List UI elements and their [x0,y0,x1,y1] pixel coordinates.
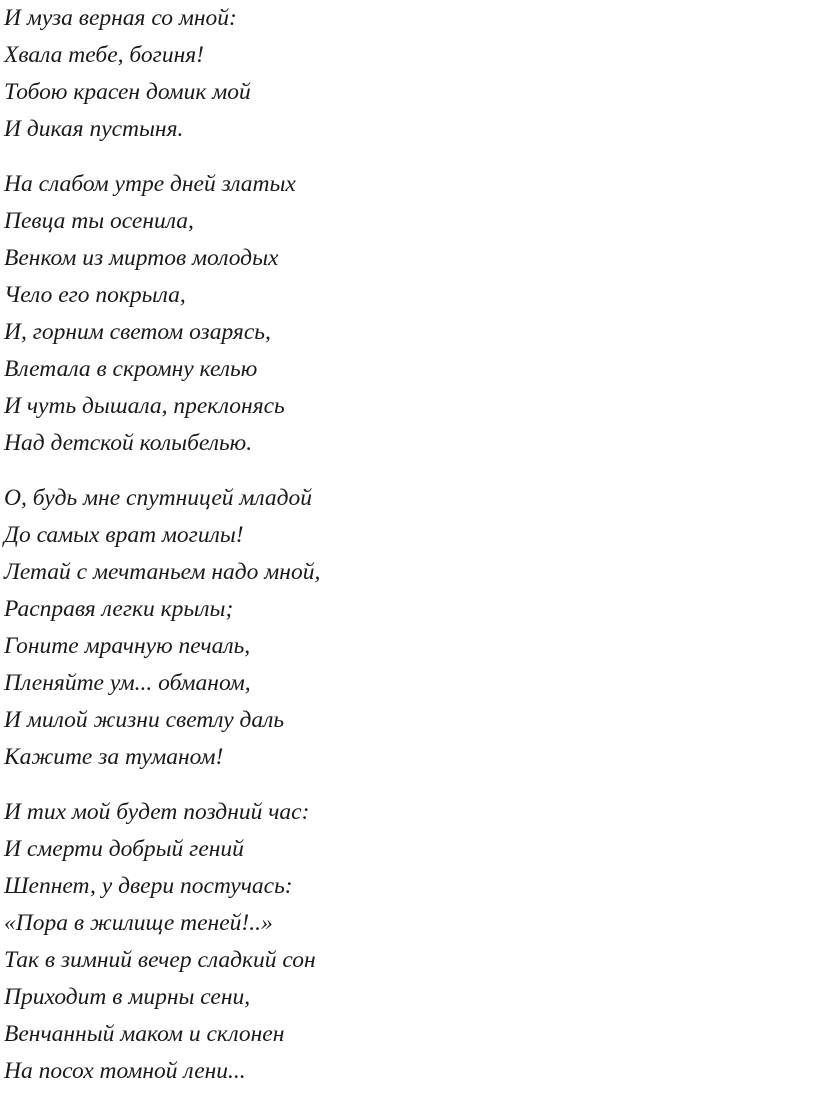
poem-line: О, будь мне спутницей младой [4,485,313,511]
poem-line: Влетала в скромну келью [4,356,258,382]
stanza-1 [4,0,804,148]
poem-line: Приходит в мирны сени, [4,984,251,1010]
poem-line: На слабом утре дней златых [4,171,296,197]
poem-line: До самых врат могилы! [4,522,244,548]
poem-line: Шепнет, у двери постучась: [4,873,293,899]
poem-line: Кажите за туманом! [4,744,224,770]
poem-line: Хвала тебе, богиня! [4,42,204,68]
poem-line: И дикая пустыня. [4,116,184,142]
stanza-4 [4,794,804,1090]
stanza-2 [4,166,804,462]
poem-line: Тобою красен домик мой [4,79,251,105]
poem-line: И милой жизни светлу даль [4,707,285,733]
poem-line: Певца ты осенила, [4,208,194,234]
poem-line: Летай с мечтаньем надо мной, [4,559,321,585]
poem-line: И, горним светом озарясь, [4,319,271,345]
poem-line: Над детской колыбелью. [4,430,253,456]
poem-line: «Пора в жилище теней!..» [4,910,273,936]
poem-line: Гоните мрачную печаль, [4,633,251,659]
poem-line: Венком из миртов молодых [4,245,279,271]
poem-line: И чуть дышала, преклонясь [4,393,285,419]
poem-line: На посох томной лени... [4,1058,246,1084]
poem-line: Так в зимний вечер сладкий сон [4,947,316,973]
poem-line: Венчанный маком и склонен [4,1021,285,1047]
poem-page [4,0,804,1090]
poem-line: Пленяйте ум... обманом, [4,670,251,696]
poem-line: И муза верная со мной: [4,5,237,31]
poem-line: И тих мой будет поздний час: [4,799,310,825]
poem-line: Расправя легки крылы; [4,596,234,622]
poem-line: И смерти добрый гений [4,836,244,862]
stanza-3 [4,480,804,776]
poem-line: Чело его покрыла, [4,282,186,308]
